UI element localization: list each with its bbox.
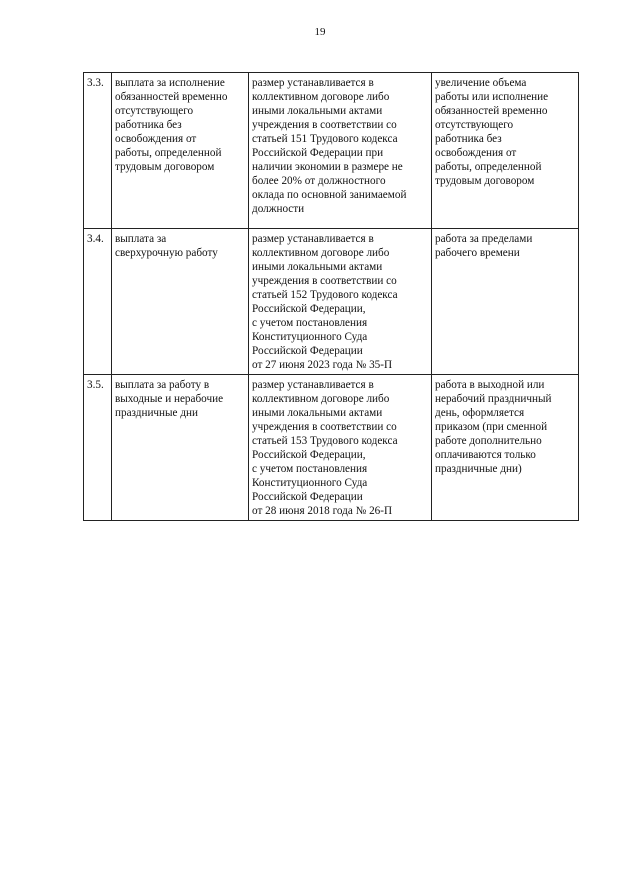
page-number: 19 (314, 26, 326, 38)
payment-size: размер устанавливается в коллективном договоре либо иными локальными актами учреждения в соответствии со статьей 153 Трудового кодекса Российской Федерации, с учетом постановления Конституционного Суда Российской Федерации от 28 июня 2018 года № 26-П (249, 375, 432, 521)
payments-table (83, 72, 579, 521)
payment-condition: работа за пределами рабочего времени (432, 229, 579, 375)
payment-name: выплата за работу в выходные и нерабочие праздничные дни (112, 375, 249, 521)
payment-condition: работа в выходной или нерабочий праздничный день, оформляется приказом (при сменной работе дополнительно оплачиваются только праздничные дни) (432, 375, 579, 521)
payment-size: размер устанавливается в коллективном договоре либо иными локальными актами учреждения в соответствии со статьей 151 Трудового кодекса Российской Федерации при наличии экономии в размере не более 20% от должностного оклада по основной занимаемой должности (249, 73, 432, 229)
payment-name: выплата за сверхурочную работу (112, 229, 249, 375)
table-row (84, 229, 579, 375)
table-row (84, 375, 579, 521)
payment-size: размер устанавливается в коллективном договоре либо иными локальными актами учреждения в соответствии со статьей 152 Трудового кодекса Российской Федерации, с учетом постановления Конституционного Суда Российской Федерации от 27 июня 2023 года № 35-П (249, 229, 432, 375)
row-number: 3.5. (84, 375, 112, 521)
payment-name: выплата за исполнение обязанностей временно отсутствующего работника без освобождения от работы, определенной трудовым договором (112, 73, 249, 229)
row-number: 3.4. (84, 229, 112, 375)
payment-condition: увеличение объема работы или исполнение обязанностей временно отсутствующего работника без освобождения от работы, определенной трудовым договором (432, 73, 579, 229)
table-row (84, 73, 579, 229)
row-number: 3.3. (84, 73, 112, 229)
